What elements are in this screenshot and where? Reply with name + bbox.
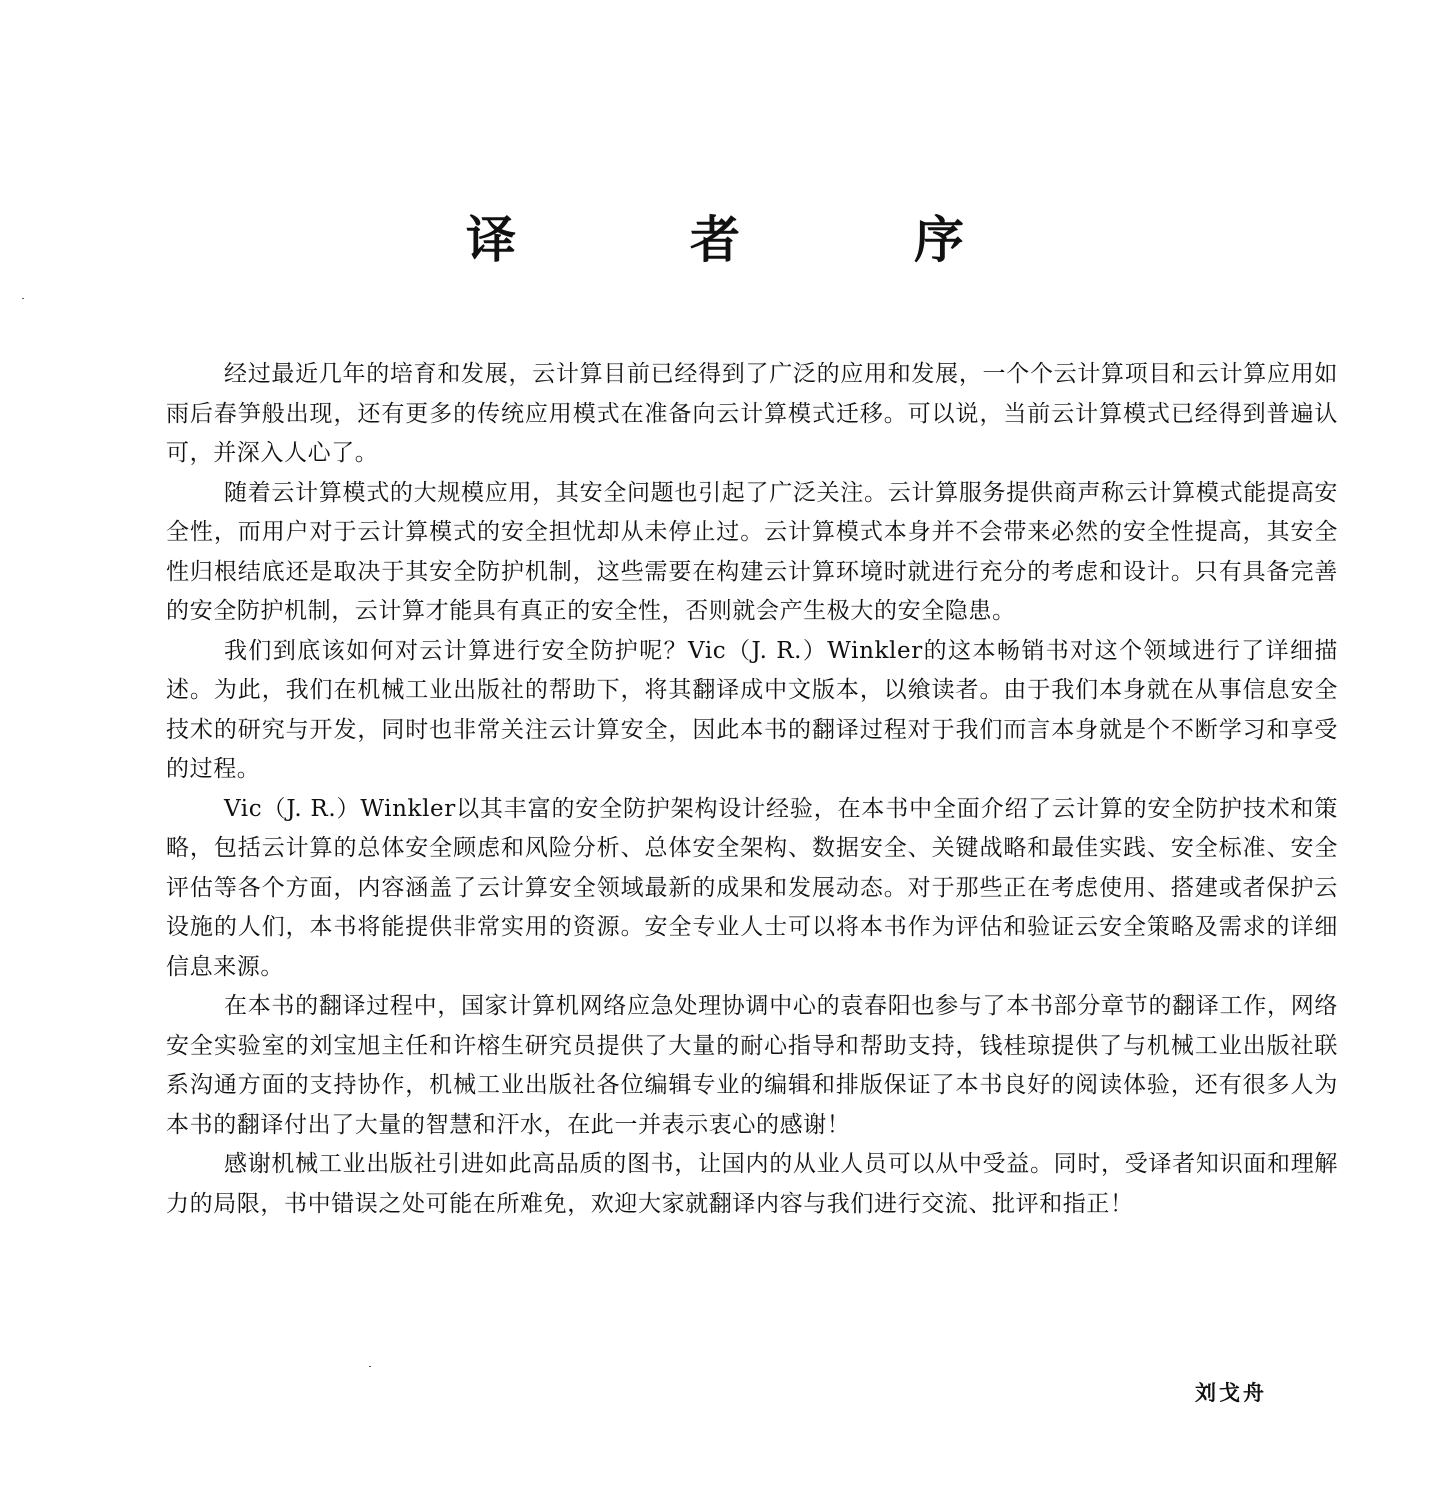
page-title: 译 者 序: [466, 210, 1026, 269]
paragraph-6: 感谢机械工业出版社引进如此高品质的图书，让国内的从业人员可以从中受益。同时，受译者知识面和理解力的局限，书中错误之处可能在所难免，欢迎大家就翻译内容与我们进行交流、批评和指正！: [166, 1151, 1338, 1217]
paragraph-4: Vic（J. R.）Winkler以其丰富的安全防护架构设计经验，在本书中全面介绍了云计算的安全防护技术和策略，包括云计算的总体安全顾虑和风险分析、总体安全架构、数据安全、关键战略和最佳实践、安全标准、安全评估等各个方面，内容涵盖了云计算安全领域最新的成果和发展动态。对于那些正在考虑使用、搭建或者保护云设施的人们，本书将能提供非常实用的资源。安全专业人士可以将本书作为评估和验证云安全策略及需求的详细信息来源。: [166, 795, 1338, 980]
scan-speck: [369, 1366, 371, 1367]
paragraph-2: 随着云计算模式的大规模应用，其安全问题也引起了广泛关注。云计算服务提供商声称云计算模式能提高安全性，而用户对于云计算模式的安全担忧却从未停止过。云计算模式本身并不会带来必然的安全性提高，其安全性归根结底还是取决于其安全防护机制，这些需要在构建云计算环境时就进行充分的考虑和设计。只有具备完善的安全防护机制，云计算才能具有真正的安全性，否则就会产生极大的安全隐患。: [166, 479, 1338, 624]
translator-signature: 刘戈舟: [1195, 1380, 1267, 1405]
paragraph-1: 经过最近几年的培育和发展，云计算目前已经得到了广泛的应用和发展，一个个云计算项目和云计算应用如雨后春笋般出现，还有更多的传统应用模式在准备向云计算模式迁移。可以说，当前云计算模式已经得到普遍认可，并深入人心了。: [166, 361, 1338, 466]
paragraph-5: 在本书的翻译过程中，国家计算机网络应急处理协调中心的袁春阳也参与了本书部分章节的翻译工作，网络安全实验室的刘宝旭主任和许榕生研究员提供了大量的耐心指导和帮助支持，钱桂琼提供了与机械工业出版社联系沟通方面的支持协作，机械工业出版社各位编辑专业的编辑和排版保证了本书良好的阅读体验，还有很多人为本书的翻译付出了大量的智慧和汗水，在此一并表示衷心的感谢！: [166, 993, 1338, 1138]
scan-speck: [22, 298, 24, 299]
preface-body: [166, 355, 1338, 1224]
paragraph-3: 我们到底该如何对云计算进行安全防护呢？Vic（J. R.）Winkler的这本畅销书对这个领域进行了详细描述。为此，我们在机械工业出版社的帮助下，将其翻译成中文版本，以飨读者。由于我们本身就在从事信息安全技术的研究与开发，同时也非常关注云计算安全，因此本书的翻译过程对于我们而言本身就是个不断学习和享受的过程。: [166, 637, 1338, 782]
